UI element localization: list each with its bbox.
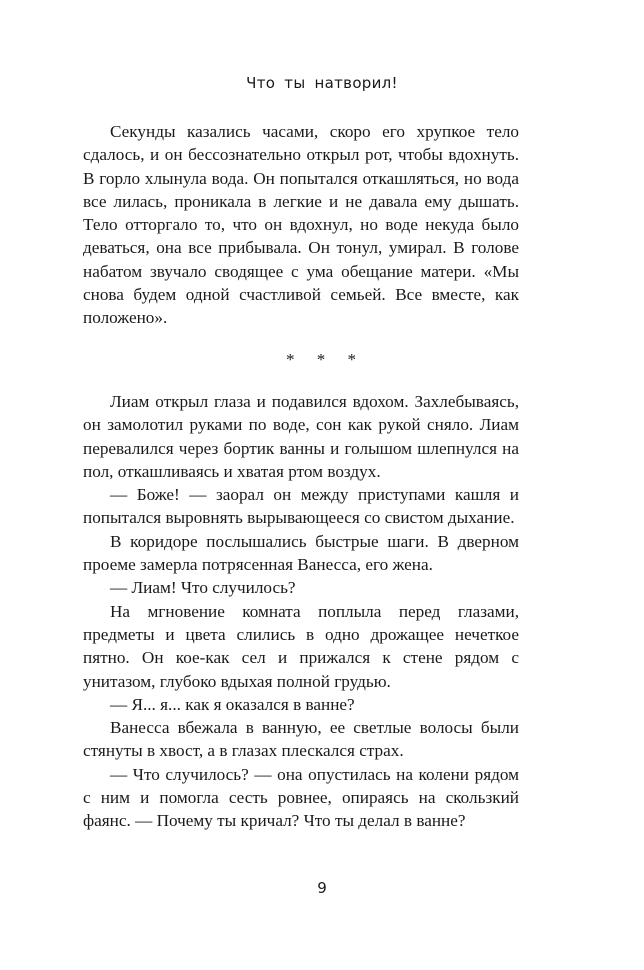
section-1-text bbox=[83, 120, 519, 330]
paragraph: В коридоре послышались быстрые шаги. В дверном проеме замерла потрясенная Ванесса, его жена. bbox=[83, 531, 519, 575]
running-head: Что ты натворил! bbox=[246, 74, 398, 92]
paragraph: Лиам открыл глаза и подавился вдохом. Захлебываясь, он замолотил руками по воде, сон как рукой сняло. Лиам перевалился через бортик ванны и голышом шлепнулся на пол, откашливаясь и хватая ртом воздух. bbox=[83, 392, 519, 481]
page-number: 9 bbox=[317, 879, 327, 897]
dialogue-line: — Лиам! Что случилось? bbox=[110, 578, 296, 598]
dialogue-line: — Боже! — заорал он между приступами кашля и попытался выровнять вырывающееся со свистом дыхание. bbox=[83, 485, 519, 528]
dialogue-line: — Что случилось? — она опустилась на колени рядом с ним и помогла сесть ровнее, опираясь на скользкий фаянс. — Почему ты кричал? Что ты делал в ванне? bbox=[83, 764, 519, 831]
paragraph: На мгновение комната поплыла перед глазами, предметы и цвета слились в одно дрожащее нечеткое пятно. Он кое-как сел и прижался к стене рядом с унитазом, глубоко вдыхая полной грудью. bbox=[83, 601, 519, 691]
dialogue-line: — Я... я... как я оказался в ванне? bbox=[110, 694, 355, 714]
paragraph: Секунды казались часами, скоро его хрупкое тело сдалось, и он бессознательно открыл рот, чтобы вдохнуть. В горло хлынула вода. Он попытался откашляться, но вода все лилась, проникала в легкие и не давала ему дышать. Тело отторгало то, что он вдохнул, но воде некуда было деваться, она все прибывала. Он тонул, умирал. В голове набатом звучало сводящее с ума обещание матери. «Мы снова будем одной счастливой семьей. Все вместе, как положено». bbox=[83, 122, 519, 328]
paragraph: Ванесса вбежала в ванную, ее светлые волосы были стянуты в хвост, а в глазах плескался страх. bbox=[83, 718, 519, 761]
section-separator: * * * bbox=[286, 350, 358, 369]
section-2-text bbox=[83, 390, 519, 833]
